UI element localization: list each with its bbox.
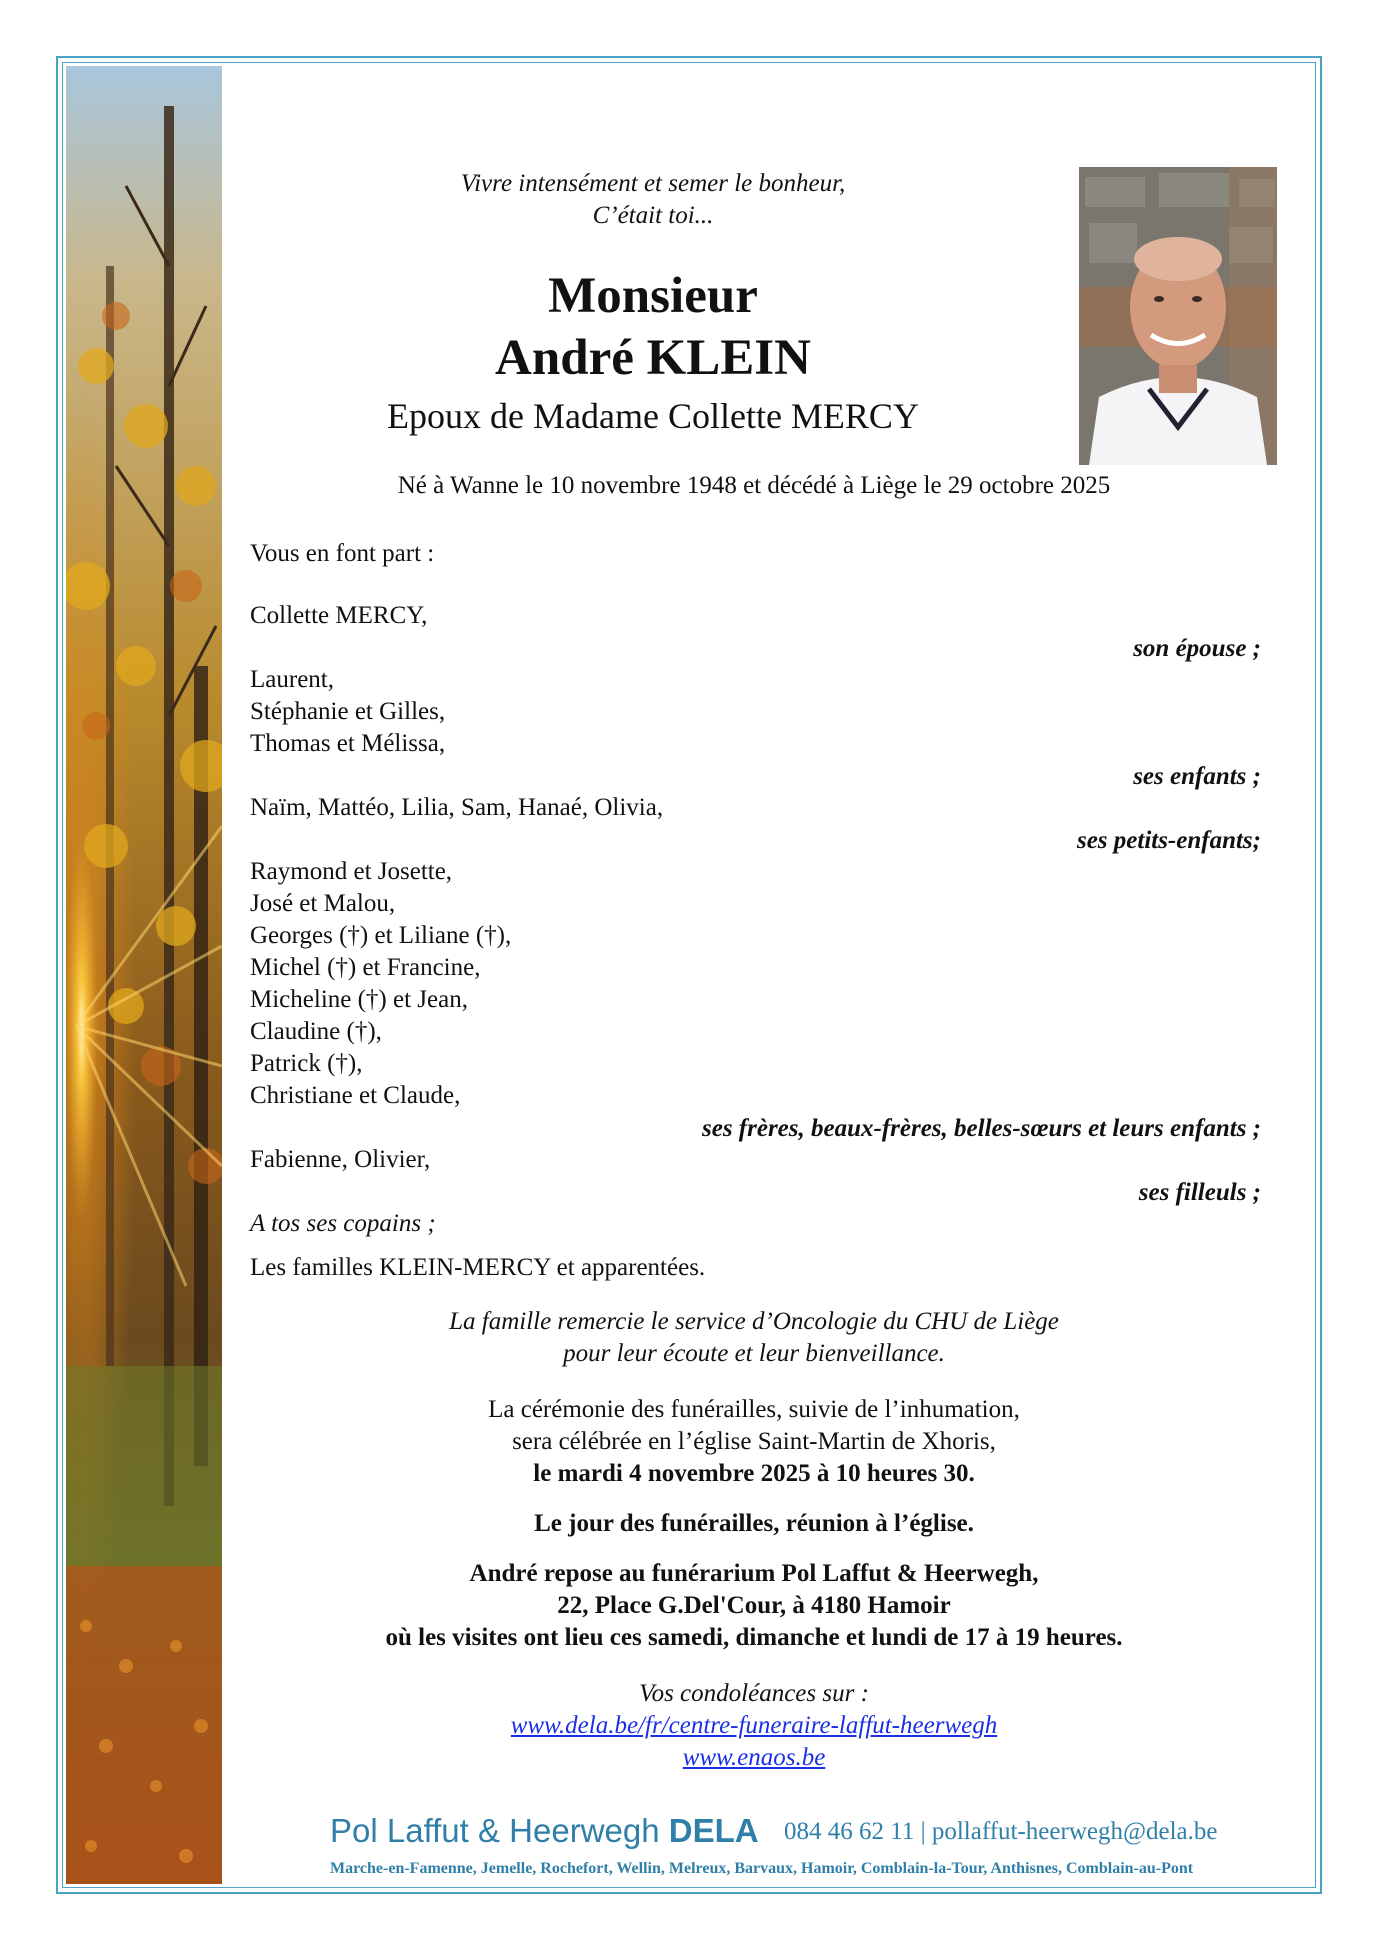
footer-email: pollaffut-heerwegh@dela.be (931, 1818, 1218, 1845)
spouse-line: Epoux de Madame Collette MERCY (387, 396, 919, 436)
footer-separator: | (920, 1818, 926, 1845)
friends-line: A tos ses copains ; (250, 1210, 436, 1237)
rest-line-2: 22, Place G.Del'Cour, à 4180 Hamoir (557, 1592, 951, 1619)
condolences-link-1-wrap (240, 1710, 1268, 1742)
rest-line-1: André repose au funérarium Pol Laffut & Heerwegh, (469, 1560, 1039, 1587)
sibling-5: Micheline (†) et Jean, (250, 986, 468, 1013)
grandchildren-names: Naïm, Mattéo, Lilia, Sam, Hanaé, Olivia, (250, 794, 664, 821)
condolences-link-dela[interactable]: www.dela.be/fr/centre-funeraire-laffut-heerwegh (510, 1712, 998, 1739)
relation-godchildren: ses filleuls ; (1138, 1179, 1261, 1206)
footer-places: Marche-en-Famenne, Jemelle, Rochefort, Wellin, Melreux, Barvaux, Hamoir, Comblain-la-Tour, Anthisnes, Comblain-au-Pont (330, 1860, 1194, 1877)
ceremony-line-1: La cérémonie des funérailles, suivie de l’inhumation, (488, 1396, 1020, 1423)
families-line: Les familles KLEIN-MERCY et apparentées. (250, 1254, 706, 1281)
sibling-6: Claudine (†), (250, 1018, 382, 1045)
portrait-illustration (1079, 167, 1277, 465)
sibling-1: Raymond et Josette, (250, 858, 453, 885)
sibling-7: Patrick (†), (250, 1050, 363, 1077)
quote-line-2: C’était toi... (592, 202, 714, 229)
portrait-photo (1079, 167, 1277, 465)
sibling-3: Georges (†) et Liliane (†), (250, 922, 512, 949)
relation-spouse: son épouse ; (1133, 635, 1261, 662)
sibling-2: José et Malou, (250, 890, 396, 917)
thanks-line-1: La famille remercie le service d’Oncologie du CHU de Liège (449, 1308, 1059, 1335)
ceremony-line-2: sera célébrée en l’église Saint-Martin de Xhoris, (512, 1428, 996, 1455)
footer-contact (784, 1818, 1217, 1846)
child-2: Stéphanie et Gilles, (250, 698, 446, 725)
deceased-name: André KLEIN (495, 330, 811, 386)
sibling-8: Christiane et Claude, (250, 1082, 461, 1109)
thanks-line-2: pour leur écoute et leur bienveillance. (563, 1340, 945, 1367)
relation-grandchildren: ses petits-enfants; (1076, 827, 1261, 854)
intro-text: Vous en font part : (250, 540, 435, 567)
relation-children: ses enfants ; (1133, 763, 1261, 790)
rest-line-3: où les visites ont lieu ces samedi, dimanche et lundi de 17 à 19 heures. (385, 1624, 1123, 1651)
condolences-label: Vos condoléances sur : (639, 1680, 869, 1707)
condolences-link-enaos[interactable]: www.enaos.be (682, 1744, 826, 1771)
company-name: Pol Laffut & Heerwegh (330, 1812, 660, 1849)
dela-logo: DELA (668, 1812, 759, 1849)
quote-line-1: Vivre intensément et semer le bonheur, (460, 170, 846, 197)
meeting-line: Le jour des funérailles, réunion à l’église. (534, 1510, 974, 1537)
title-monsieur: Monsieur (548, 268, 758, 324)
sibling-4: Michel (†) et Francine, (250, 954, 481, 981)
autumn-forest-illustration (66, 66, 222, 1884)
condolences-link-2-wrap (240, 1742, 1268, 1774)
godchildren-names: Fabienne, Olivier, (250, 1146, 431, 1173)
birth-death-dates: Né à Wanne le 10 novembre 1948 et décédé à Liège le 29 octobre 2025 (397, 472, 1111, 499)
child-1: Laurent, (250, 666, 334, 693)
relation-siblings: ses frères, beaux-frères, belles-sœurs et leurs enfants ; (702, 1115, 1261, 1142)
ceremony-date: le mardi 4 novembre 2025 à 10 heures 30. (533, 1460, 975, 1487)
child-3: Thomas et Mélissa, (250, 730, 446, 757)
autumn-forest-image (66, 66, 222, 1884)
spouse-name: Collette MERCY, (250, 602, 428, 629)
footer-phone: 084 46 62 11 (784, 1818, 915, 1845)
footer-company-name (330, 1812, 759, 1850)
